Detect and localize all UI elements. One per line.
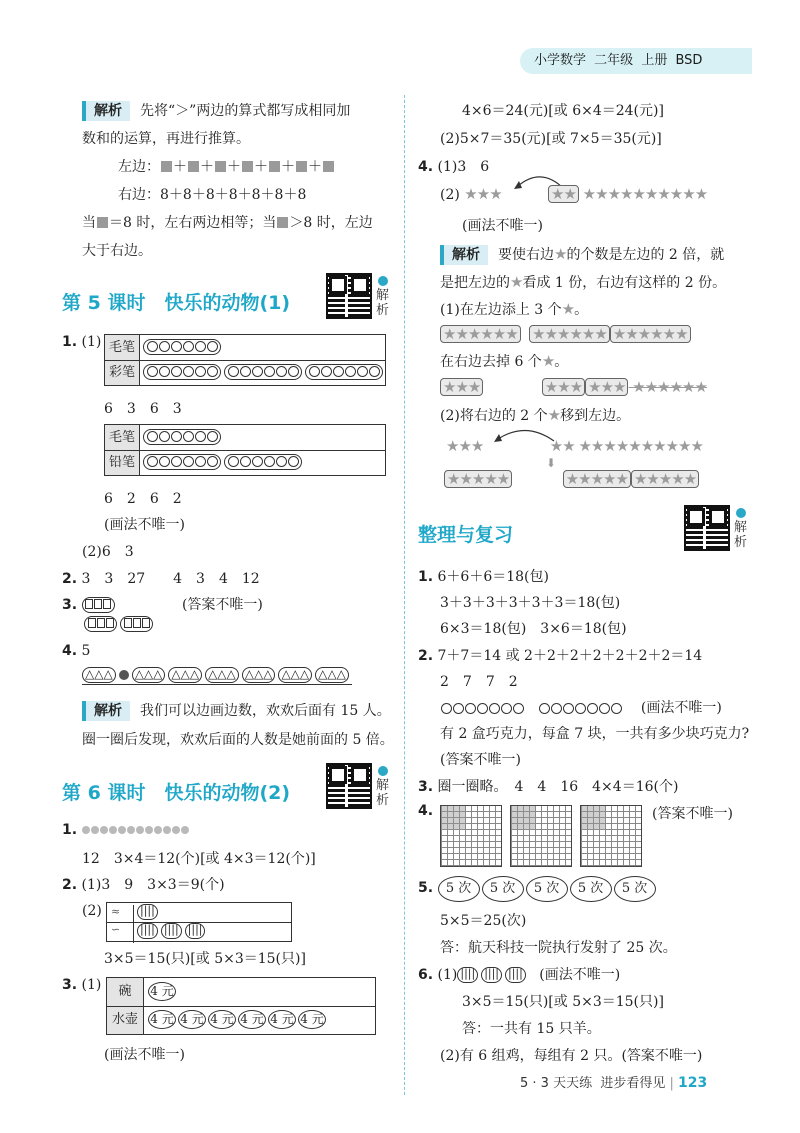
l5-q4: 4. 5	[62, 643, 91, 659]
star-icon: ★	[561, 300, 575, 318]
rv-q1-line2: 3＋3＋3＋3＋3＋3＝18(包)	[440, 595, 621, 611]
analysis-tag: 解析	[82, 701, 130, 721]
rv-q2-line2: 2 7 7 2	[440, 674, 518, 690]
move-arrow-icon	[490, 427, 560, 447]
l5-q3-groups	[84, 616, 156, 632]
box-icon	[97, 217, 108, 228]
rv-q2-line1: 2. 7＋7＝14 或 2＋2＋2＋2＋2＋2＋2＝14	[418, 648, 703, 664]
cont-line2: (2)5×7＝35(元)[或 7×5＝35(元)]	[440, 131, 662, 147]
analysis-tag: 解析	[440, 245, 488, 265]
qr-code-icon[interactable]	[326, 763, 372, 809]
header-grade: 二年级	[594, 53, 634, 68]
stick-group: ||||	[137, 904, 161, 920]
rv-q2-line4: 有 2 盒巧克力，每盒 7 块，一共有多少块巧克力?	[440, 726, 750, 742]
footer-brand: 5 · 3 天天练	[520, 1076, 593, 1091]
prev-conclusion-line1: 当 ＝8 时，左右两边相等；当 ＞8 时，左边	[82, 215, 373, 231]
lesson6-title: 第 6 课时 快乐的动物(2)	[62, 782, 291, 804]
down-arrow-icon: ⬇	[546, 456, 557, 470]
swan-icon: ∽	[111, 923, 121, 936]
girl-icon	[119, 670, 129, 680]
star-icon: ★	[547, 406, 561, 424]
l6-q2-formula: 3×5＝15(只)[或 5×3＝15(只)]	[104, 951, 306, 967]
box-icon	[161, 161, 172, 172]
play-icon	[378, 766, 388, 776]
table-label: 水壶	[107, 1006, 144, 1034]
circle-group	[143, 339, 224, 355]
r-q4-step1: (1)在左边添上 3 个★。	[440, 300, 589, 318]
box-icon	[277, 217, 288, 228]
r-q4-step3: (2)将右边的 2 个★移到左边。	[440, 406, 631, 424]
bird-icon: ≈	[111, 905, 121, 918]
rv-q6-line1: 6. (1) |||| |||| |||| (画法不唯一)	[418, 967, 621, 983]
rv-q5-line3: 答：航天科技一院执行发射了 25 次。	[440, 940, 677, 956]
pens-table-1	[104, 334, 386, 386]
circle-groups	[143, 364, 386, 380]
box-icon	[188, 161, 199, 172]
l5-q1-answer2: 6 2 6 2	[104, 491, 182, 507]
circle-groups	[143, 454, 305, 470]
l6-q1-header: 1.	[62, 822, 190, 838]
birds-table	[106, 902, 292, 942]
box-icon	[296, 161, 307, 172]
table-label: 毛笔	[105, 335, 140, 360]
header-volume: 上册	[641, 53, 668, 68]
r-q4-star-move-bottom: ★★★★★ ★★★★★ ★★★★★	[444, 470, 699, 488]
lesson5-title: 第 5 课时 快乐的动物(1)	[62, 292, 291, 314]
r-q4-part2: (2) ★★★	[440, 185, 502, 203]
qr-label: 解析	[376, 288, 390, 318]
star-icon: ★	[554, 245, 567, 263]
rv-q5-line2: 5×5＝25(次)	[440, 913, 527, 929]
rv-q5-line1: 5. 5 次 5 次 5 次 5 次 5 次	[418, 876, 658, 902]
box-icon	[269, 161, 280, 172]
prev-conclusion-line2: 大于右边。	[82, 243, 152, 259]
rv-q2-circles: (画法不唯一)	[440, 697, 722, 717]
r-q4-line1: 4. (1)3 6	[418, 159, 490, 175]
dot-row	[82, 822, 190, 838]
square-group	[82, 597, 115, 613]
qr-code-icon[interactable]	[684, 505, 730, 551]
qr-label: 解析	[734, 520, 748, 550]
analysis-tag: 解析	[82, 101, 130, 121]
l6-q1-answer: 12 3×4＝12(个)[或 4×3＝12(个)]	[82, 851, 316, 867]
prev-analysis-line2: 数和的运算，再进行推算。	[82, 131, 250, 147]
page-number: 123	[678, 1075, 708, 1091]
r-q4-analysis-line2: 是把左边的★看成 1 份，右边有这样的 2 份。	[440, 273, 727, 291]
star-icon: ★	[510, 273, 523, 291]
star-icon: ★	[541, 352, 555, 370]
rv-q6-line3: 答：一共有 15 只羊。	[462, 1021, 601, 1037]
box-icon	[215, 161, 226, 172]
price-table	[106, 977, 376, 1035]
grid-figure	[580, 805, 642, 867]
header-subject: 小学数学	[534, 53, 587, 68]
l6-q2: 2. (1)3 9 3×3＝9(个)	[62, 877, 225, 893]
play-icon	[736, 508, 746, 518]
cont-line1: 4×6＝24(元)[或 6×4＝24(元)]	[462, 103, 664, 119]
qr-code-icon[interactable]	[326, 273, 372, 319]
l5-q3: 3. (答案不唯一)	[62, 597, 263, 613]
grid-figure	[510, 805, 572, 867]
l5-q2: 2. 3 3 27 4 3 4 12	[62, 571, 260, 587]
stick-groups: |||| |||| ||||	[137, 923, 208, 939]
column-divider	[404, 95, 405, 1095]
header-edition: BSD	[675, 53, 703, 68]
rv-q6-line4: (2)有 6 组鸡，每组有 2 只。(答案不唯一)	[440, 1048, 703, 1064]
table-label: 毛笔	[105, 425, 140, 450]
r-q4-step2: 在右边去掉 6 个★。	[440, 352, 569, 370]
rv-q1-line3: 6×3＝18(包) 3×6＝18(包)	[440, 621, 627, 637]
prev-analysis-line1: 解析 先将“＞”两边的算式都写成相同加	[82, 100, 350, 121]
r-q4-analysis-line1: 解析 要使右边★的个数是左边的 2 倍，就	[440, 244, 724, 265]
l5-analysis-line2: 圈一圈后发现，欢欢后面的人数是她前面的 5 倍。	[82, 732, 394, 748]
review-title: 整理与复习	[418, 524, 514, 546]
l5-q1-part2: (2)6 3	[82, 544, 134, 560]
l6-q3-note: (画法不唯一)	[104, 1047, 185, 1063]
r-q4-star-groups-2: ★★★ ★★★ ★★★ ★★★★★★	[440, 378, 707, 396]
footer-slogan: 进步看得见	[600, 1076, 666, 1091]
coin-group: 4 元	[147, 982, 177, 1001]
l6-q2-part2: (2)	[82, 903, 102, 919]
table-label: 彩笔	[105, 360, 140, 385]
l5-q1-header: 1. (1)	[62, 334, 102, 350]
r-q4-star-move-top: ★★★ ★★ ★★★★★★★★★★	[446, 437, 703, 455]
r-q4-star-groups-1: ★★★★★★ ★★★★★★ ★★★★★★	[440, 325, 691, 343]
l6-q3-header: 3. (1)	[62, 977, 102, 993]
box-icon	[242, 161, 253, 172]
l5-q1-answer1: 6 3 6 3	[104, 401, 182, 417]
play-icon	[378, 276, 388, 286]
circle-group	[143, 429, 224, 445]
rv-q3: 3. 圈一圈略。 4 4 16 4×4＝16(个)	[418, 779, 679, 795]
rv-q4-num: 4.	[418, 803, 434, 819]
l5-analysis-line1: 解析 我们可以边画边数，欢欢后面有 15 人。	[82, 700, 391, 721]
triangle-row: △△△ △△△ △△△ △△△ △△△ △△△ △△△	[82, 667, 352, 685]
table-label: 碗	[107, 978, 144, 1006]
footer: 5 · 3 天天练 进步看得见 | 123	[520, 1075, 708, 1091]
left-side-expression: 左边： ＋ ＋ ＋ ＋ ＋ ＋	[118, 156, 335, 176]
box-icon	[323, 161, 334, 172]
rv-q4-note: (答案不唯一)	[652, 806, 733, 822]
r-q4-stars: ★★ ★★★★★★★★★★	[548, 185, 707, 203]
qr-label: 解析	[376, 778, 390, 808]
pens-table-2	[104, 424, 386, 476]
right-side-expression: 右边：8＋8＋8＋8＋8＋8＋8	[118, 187, 307, 203]
r-q4-note: (画法不唯一)	[462, 218, 543, 234]
coin-groups: 4 元 4 元 4 元 4 元 4 元 4 元	[147, 1010, 327, 1029]
rv-q6-line2: 3×5＝15(只)[或 5×3＝15(只)]	[462, 994, 664, 1010]
grid-figure	[440, 805, 502, 867]
l5-q1-note: (画法不唯一)	[104, 517, 185, 533]
table-label: 铅笔	[105, 450, 140, 475]
rv-q2-line5: (答案不唯一)	[440, 752, 521, 768]
rv-q1-line1: 1. 6＋6＋6＝18(包)	[418, 569, 549, 585]
header-badge	[520, 48, 752, 74]
